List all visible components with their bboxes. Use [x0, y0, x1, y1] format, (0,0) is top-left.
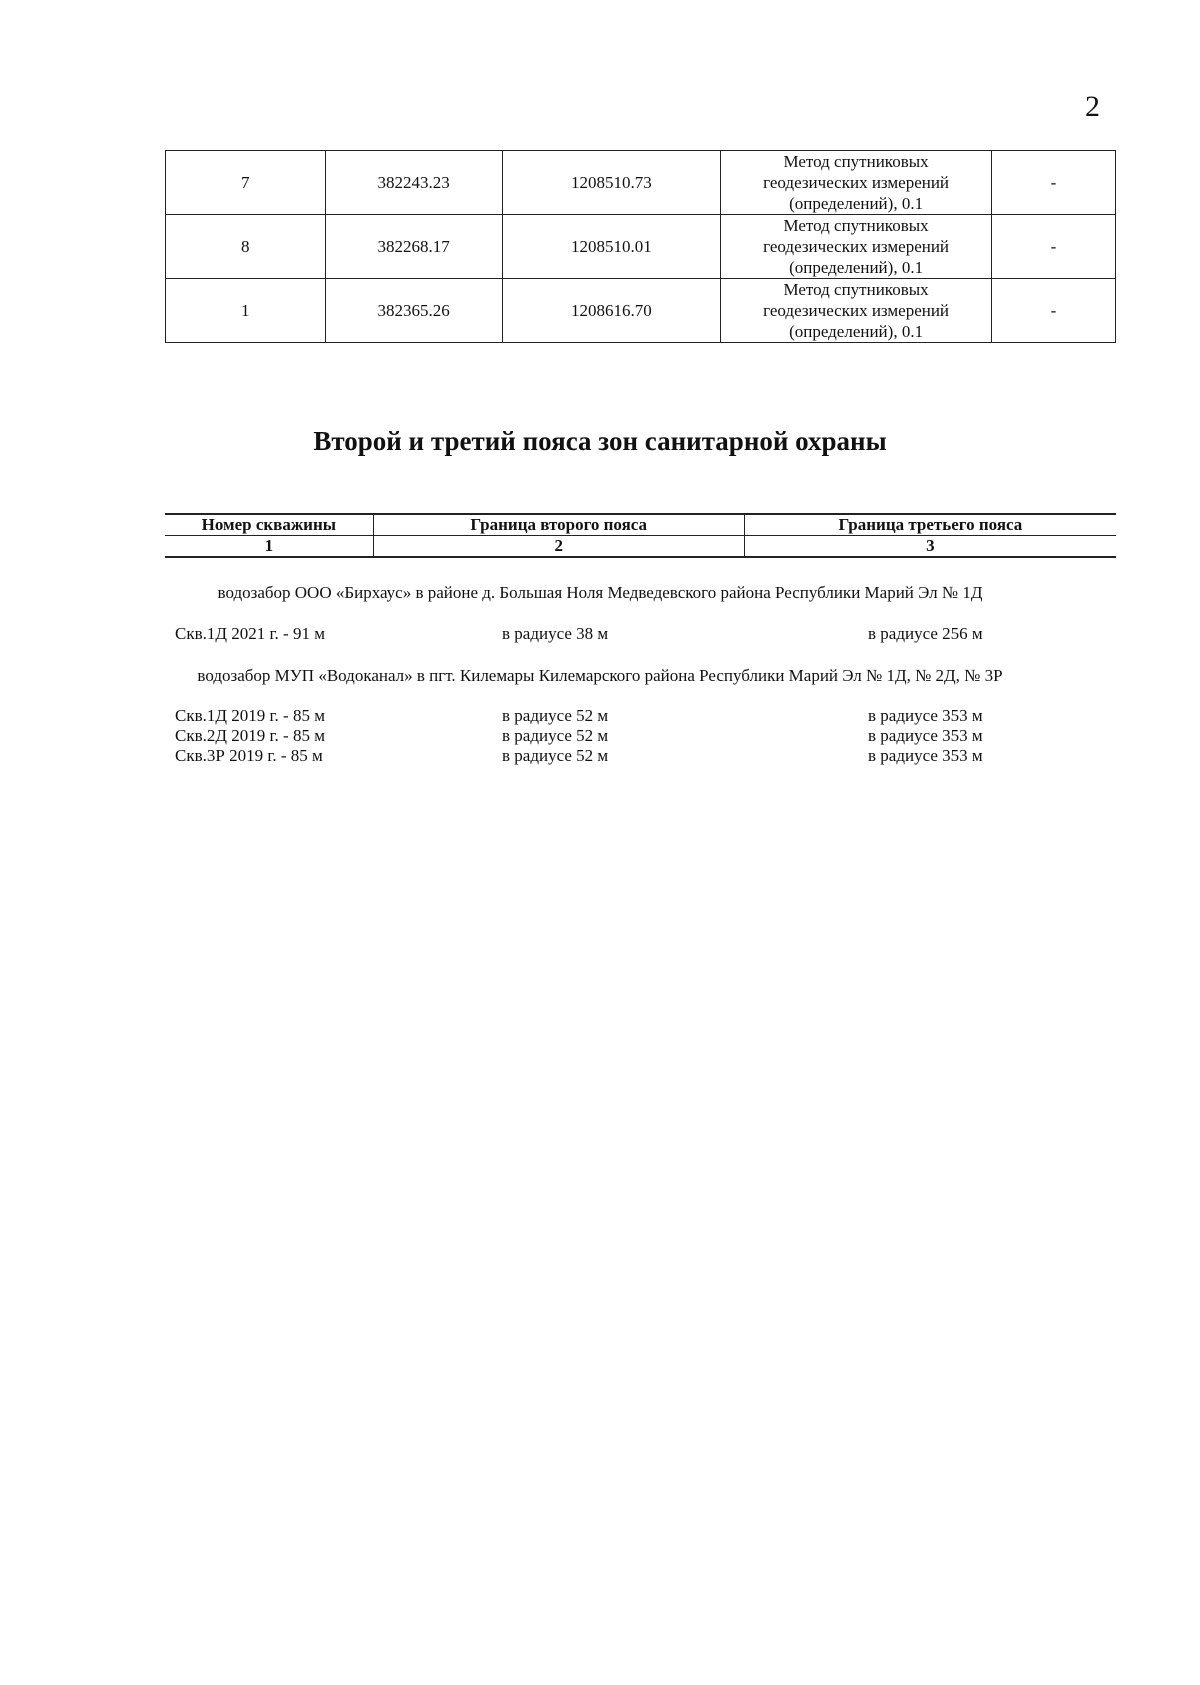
- third-zone-value: в радиусе 256 м: [868, 624, 983, 643]
- point-number: 1: [166, 279, 326, 343]
- method-cell: [721, 279, 992, 343]
- second-zone-value: в радиусе 52 м: [502, 726, 609, 745]
- method-line: Метод спутниковых: [783, 216, 929, 235]
- note-cell: -: [991, 279, 1115, 343]
- third-zone-value: в радиусе 353 м: [868, 726, 983, 745]
- section-heading: Второй и третий пояса зон санитарной охраны: [313, 426, 887, 456]
- coord-y: 1208510.01: [502, 215, 721, 279]
- coord-x: 382268.17: [325, 215, 502, 279]
- well-name: Скв.2Д 2019 г. - 85 м: [175, 726, 325, 745]
- table-row: [166, 279, 1116, 343]
- method-line: геодезических измерений: [763, 301, 950, 320]
- table-row: [166, 151, 1116, 215]
- column-index: 2: [373, 536, 744, 558]
- coord-y: 1208616.70: [502, 279, 721, 343]
- column-index: 1: [165, 536, 373, 558]
- intake-title: водозабор ООО «Бирхаус» в районе д. Большая Ноля Медведевского района Республики Марий Эл № 1Д: [217, 583, 983, 602]
- well-name: Скв.3Р 2019 г. - 85 м: [175, 746, 323, 765]
- third-zone-value: в радиусе 353 м: [868, 746, 983, 765]
- method-cell: [721, 215, 992, 279]
- point-number: 7: [166, 151, 326, 215]
- table-index-row: [165, 536, 1116, 558]
- page-number: 2: [1085, 90, 1100, 123]
- method-line: Метод спутниковых: [783, 152, 929, 171]
- column-header-second-zone: Граница второго пояса: [373, 514, 744, 536]
- coord-x: 382365.26: [325, 279, 502, 343]
- method-line: (определений), 0.1: [789, 194, 924, 213]
- note-cell: -: [991, 151, 1115, 215]
- method-line: геодезических измерений: [763, 237, 950, 256]
- column-index: 3: [744, 536, 1116, 558]
- second-zone-value: в радиусе 38 м: [502, 624, 609, 643]
- method-line: Метод спутниковых: [783, 280, 929, 299]
- method-line: (определений), 0.1: [789, 258, 924, 277]
- third-zone-value: в радиусе 353 м: [868, 706, 983, 725]
- coordinates-table: [165, 150, 1116, 343]
- well-name: Скв.1Д 2021 г. - 91 м: [175, 624, 325, 643]
- coord-x: 382243.23: [325, 151, 502, 215]
- intake-title: водозабор МУП «Водоканал» в пгт. Килемары Килемарского района Республики Марий Эл № 1Д, № 2Д, № 3Р: [197, 666, 1003, 685]
- coord-y: 1208510.73: [502, 151, 721, 215]
- note-cell: -: [991, 215, 1115, 279]
- zones-table: [165, 513, 1116, 558]
- method-line: геодезических измерений: [763, 173, 950, 192]
- second-zone-value: в радиусе 52 м: [502, 746, 609, 765]
- column-header-well: Номер скважины: [165, 514, 373, 536]
- method-cell: [721, 151, 992, 215]
- point-number: 8: [166, 215, 326, 279]
- second-zone-value: в радиусе 52 м: [502, 706, 609, 725]
- table-row: [166, 215, 1116, 279]
- method-line: (определений), 0.1: [789, 322, 924, 341]
- well-name: Скв.1Д 2019 г. - 85 м: [175, 706, 325, 725]
- column-header-third-zone: Граница третьего пояса: [744, 514, 1116, 536]
- table-header-row: [165, 514, 1116, 536]
